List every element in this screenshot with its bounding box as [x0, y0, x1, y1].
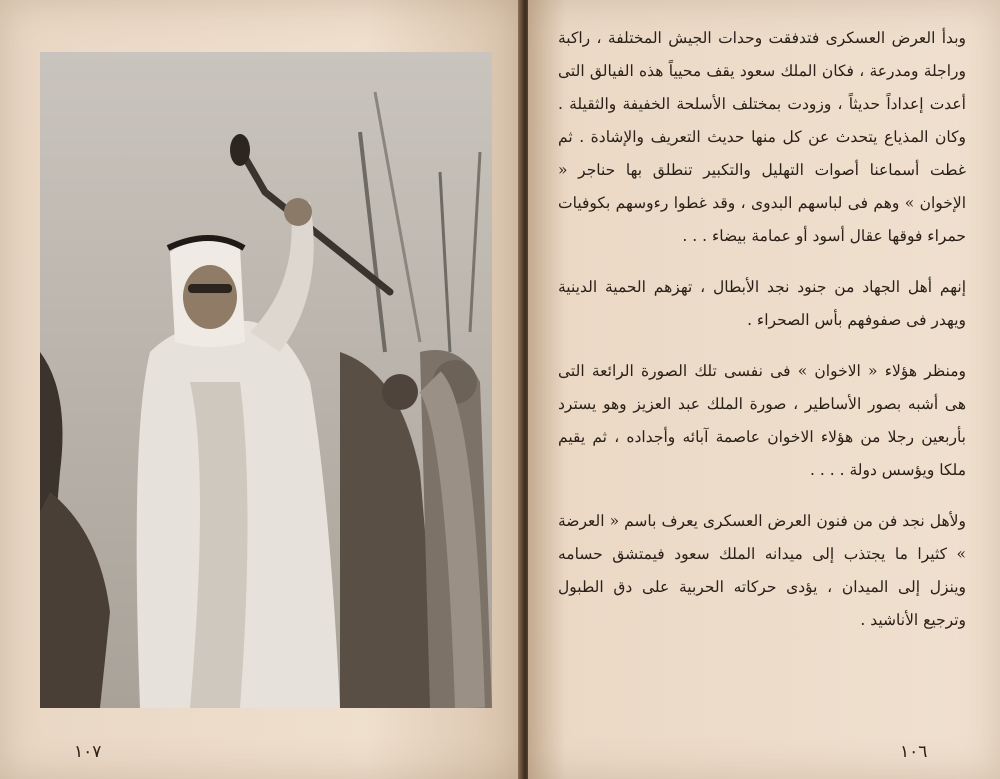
paragraph-2: إنهم أهل الجهاد من جنود نجد الأبطال ، تهزهم الحمية الدينية ويهدر فى صفوفهم بأس الصحراء .	[558, 278, 966, 329]
right-page-text	[558, 22, 966, 655]
paragraph-1: وبدأ العرض العسكرى فتدفقت وحدات الجيش المختلفة ، راكبة وراجلة ومدرعة ، فكان الملك سعود يقف محيياً هذه الفيالق التى أعدت إعداداً حديثاً ، وزودت بمختلف الأسلحة الخفيفة والثقيلة . وكان المذياع يتحدث عن كل منها حديث التعريف والإشادة . ثم غطت أسماعنا أصوات التهليل والتكبير تنطلق بها حناجر « الإخوان » وهم فى لباسهم البدوى ، وقد غطوا رءوسهم بكوفيات حمراء فوقها عقال أسود أو عمامة بيضاء . . .	[558, 29, 966, 245]
paragraph-3: ومنظر هؤلاء « الاخوان » فى نفسى تلك الصورة الرائعة التى هى أشبه بصور الأساطير ، صورة الملك عبد العزيز وهو يسترد بأربعين رجلا من هؤلاء الاخوان عاصمة آبائه وأجداده ، ثم يقيم ملكا ويؤسس دولة . . . .	[558, 362, 966, 479]
photograph-sword-dance	[40, 52, 492, 708]
right-page-number: ١٠٦	[900, 742, 928, 762]
paragraph-4: ولأهل نجد فن من فنون العرض العسكرى يعرف باسم « العرضة » كثيرا ما يجتذب إلى ميدانه الملك سعود فيمتشق حسامه وينزل إلى الميدان ، يؤدى حركاته الحربية على دق الطبول وترجيع الأناشيد .	[558, 512, 966, 629]
left-page-number: ١٠٧	[74, 742, 102, 762]
photo-illustration	[40, 52, 492, 708]
